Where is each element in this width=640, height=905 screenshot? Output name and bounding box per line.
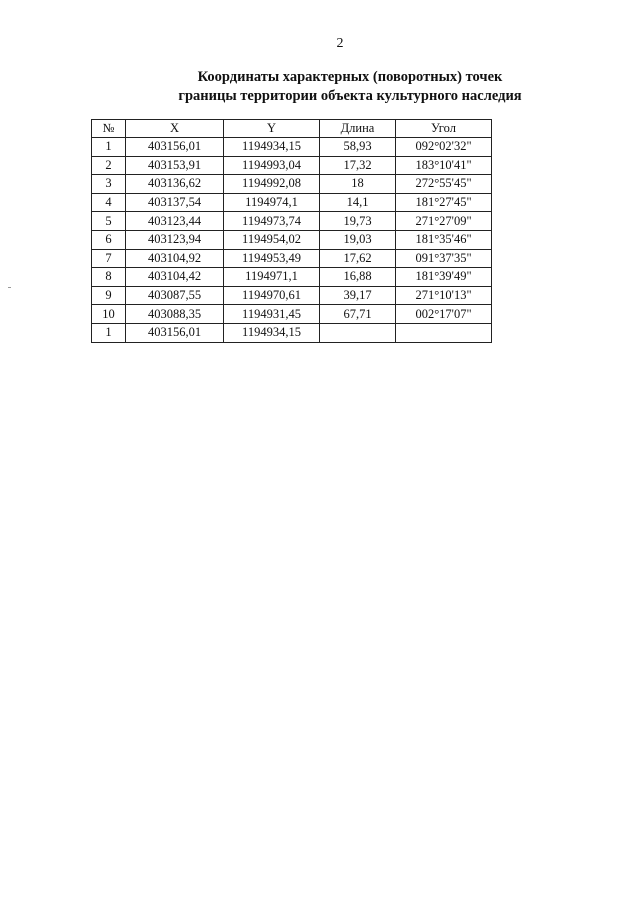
x-value-cell: 403104,92: [126, 249, 224, 268]
table-row: [92, 249, 492, 268]
point-number-cell: 4: [92, 193, 126, 212]
table-body: [92, 138, 492, 343]
table-row: [92, 286, 492, 305]
point-number-cell: 3: [92, 175, 126, 194]
coordinates-table: [91, 119, 492, 343]
table-row: [92, 138, 492, 157]
y-value-cell: 1194934,15: [224, 323, 320, 342]
header-x: X: [126, 120, 224, 138]
length-value-cell: 58,93: [320, 138, 396, 157]
angle-value-cell: 272°55'45": [396, 175, 492, 194]
x-value-cell: 403156,01: [126, 323, 224, 342]
y-value-cell: 1194971,1: [224, 268, 320, 287]
length-value-cell: 19,03: [320, 230, 396, 249]
x-value-cell: 403156,01: [126, 138, 224, 157]
x-value-cell: 403087,55: [126, 286, 224, 305]
table-row: [92, 193, 492, 212]
point-number-cell: 5: [92, 212, 126, 231]
margin-mark: [8, 287, 11, 288]
angle-value-cell: 181°27'45": [396, 193, 492, 212]
angle-value-cell: 183°10'41": [396, 156, 492, 175]
point-number-cell: 1: [92, 138, 126, 157]
y-value-cell: 1194953,49: [224, 249, 320, 268]
title-line-1: Координаты характерных (поворотных) точек: [197, 69, 503, 85]
y-value-cell: 1194973,74: [224, 212, 320, 231]
y-value-cell: 1194931,45: [224, 305, 320, 324]
header-length: Длина: [320, 120, 396, 138]
point-number-cell: 6: [92, 230, 126, 249]
y-value-cell: 1194992,08: [224, 175, 320, 194]
length-value-cell: 39,17: [320, 286, 396, 305]
y-value-cell: 1194954,02: [224, 230, 320, 249]
angle-value-cell: 181°39'49": [396, 268, 492, 287]
length-value-cell: 16,88: [320, 268, 396, 287]
angle-value-cell: 092°02'32": [396, 138, 492, 157]
x-value-cell: 403153,91: [126, 156, 224, 175]
point-number-cell: 8: [92, 268, 126, 287]
y-value-cell: 1194970,61: [224, 286, 320, 305]
header-y: Y: [224, 120, 320, 138]
table-row: [92, 323, 492, 342]
angle-value-cell: 002°17'07": [396, 305, 492, 324]
x-value-cell: 403123,94: [126, 230, 224, 249]
document-title: [0, 68, 640, 106]
point-number-cell: 7: [92, 249, 126, 268]
table-row: [92, 156, 492, 175]
header-angle: Угол: [396, 120, 492, 138]
x-value-cell: 403136,62: [126, 175, 224, 194]
title-line-2: границы территории объекта культурного наследия: [178, 88, 522, 104]
point-number-cell: 10: [92, 305, 126, 324]
table-row: [92, 175, 492, 194]
table-row: [92, 230, 492, 249]
length-value-cell: 18: [320, 175, 396, 194]
y-value-cell: 1194993,04: [224, 156, 320, 175]
table-header-row: [92, 120, 492, 138]
table-row: [92, 268, 492, 287]
length-value-cell: 17,62: [320, 249, 396, 268]
x-value-cell: 403137,54: [126, 193, 224, 212]
y-value-cell: 1194934,15: [224, 138, 320, 157]
length-value-cell: 14,1: [320, 193, 396, 212]
point-number-cell: 9: [92, 286, 126, 305]
table-row: [92, 305, 492, 324]
x-value-cell: 403104,42: [126, 268, 224, 287]
point-number-cell: 2: [92, 156, 126, 175]
y-value-cell: 1194974,1: [224, 193, 320, 212]
length-value-cell: 67,71: [320, 305, 396, 324]
angle-value-cell: 271°27'09": [396, 212, 492, 231]
angle-value-cell: 181°35'46": [396, 230, 492, 249]
page-number: 2: [336, 36, 344, 51]
length-value-cell: 19,73: [320, 212, 396, 231]
length-value-cell: [320, 323, 396, 342]
angle-value-cell: 091°37'35": [396, 249, 492, 268]
angle-value-cell: 271°10'13": [396, 286, 492, 305]
x-value-cell: 403088,35: [126, 305, 224, 324]
length-value-cell: 17,32: [320, 156, 396, 175]
angle-value-cell: [396, 323, 492, 342]
x-value-cell: 403123,44: [126, 212, 224, 231]
header-number: №: [92, 120, 126, 138]
table-row: [92, 212, 492, 231]
point-number-cell: 1: [92, 323, 126, 342]
